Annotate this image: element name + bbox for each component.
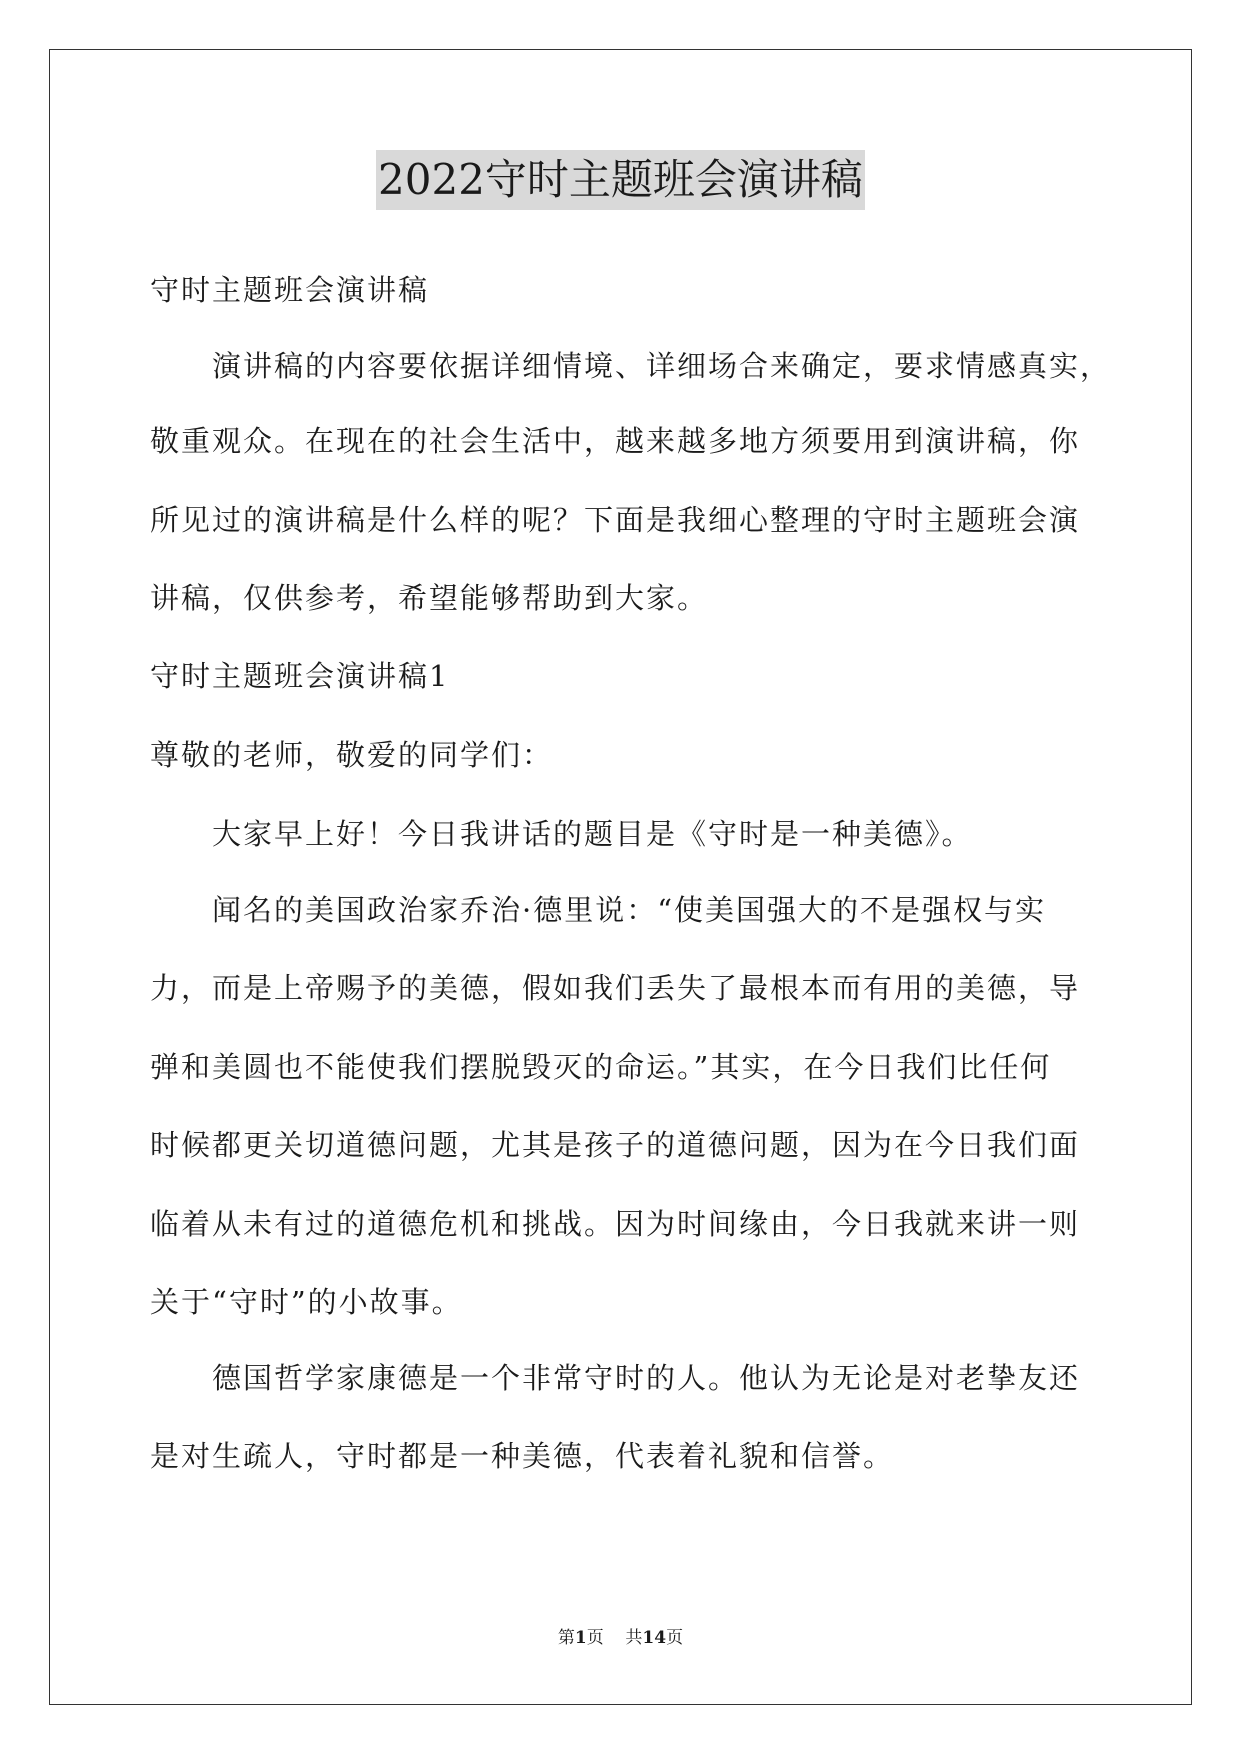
paragraph-line: 关于“守时”的小故事。 bbox=[150, 1285, 463, 1319]
total-prefix: 共 bbox=[625, 1628, 643, 1648]
paragraph-line: 大家早上好！今日我讲话的题目是《守时是一种美德》。 bbox=[212, 817, 973, 851]
paragraph-line: 力，而是上帝赐予的美德，假如我们丢失了最根本而有用的美德，导 bbox=[150, 971, 1081, 1005]
paragraph-line: 德国哲学家康德是一个非常守时的人。他认为无论是对老挚友还 bbox=[212, 1361, 1081, 1395]
paragraph-line: 弹和美圆也不能使我们摆脱毁灭的命运。”其实，在今日我们比任何 bbox=[150, 1050, 1052, 1084]
paragraph-line: 讲稿，仅供参考，希望能够帮助到大家。 bbox=[150, 581, 709, 615]
page-footer bbox=[0, 1627, 1241, 1649]
paragraph-line: 所见过的演讲稿是什么样的呢？下面是我细心整理的守时主题班会演 bbox=[150, 503, 1081, 537]
paragraph-line: 闻名的美国政治家乔治·德里说：“使美国强大的不是强权与实 bbox=[212, 893, 1047, 927]
total-pages: 14 bbox=[642, 1628, 667, 1648]
paragraph-line: 演讲稿的内容要依据详细情境、详细场合来确定，要求情感真实， bbox=[212, 349, 1112, 383]
paragraph-line: 敬重观众。在现在的社会生活中，越来越多地方须要用到演讲稿，你 bbox=[150, 424, 1081, 458]
subtitle-line: 守时主题班会演讲稿 bbox=[150, 273, 430, 307]
page-prefix: 第 bbox=[557, 1628, 575, 1648]
paragraph-line: 是对生疏人，守时都是一种美德，代表着礼貌和信誉。 bbox=[150, 1439, 895, 1473]
salutation-line: 尊敬的老师，敬爱的同学们： bbox=[150, 738, 554, 772]
document-title: 2022守时主题班会演讲稿 bbox=[376, 150, 865, 210]
paragraph-line: 时候都更关切道德问题，尤其是孩子的道德问题，因为在今日我们面 bbox=[150, 1128, 1081, 1162]
section-heading: 守时主题班会演讲稿1 bbox=[150, 659, 450, 693]
total-suffix: 页 bbox=[666, 1628, 684, 1648]
page-number: 1 bbox=[574, 1628, 587, 1648]
title-container bbox=[0, 150, 1241, 210]
page-suffix: 页 bbox=[586, 1628, 604, 1648]
paragraph-line: 临着从未有过的道德危机和挑战。因为时间缘由，今日我就来讲一则 bbox=[150, 1207, 1081, 1241]
